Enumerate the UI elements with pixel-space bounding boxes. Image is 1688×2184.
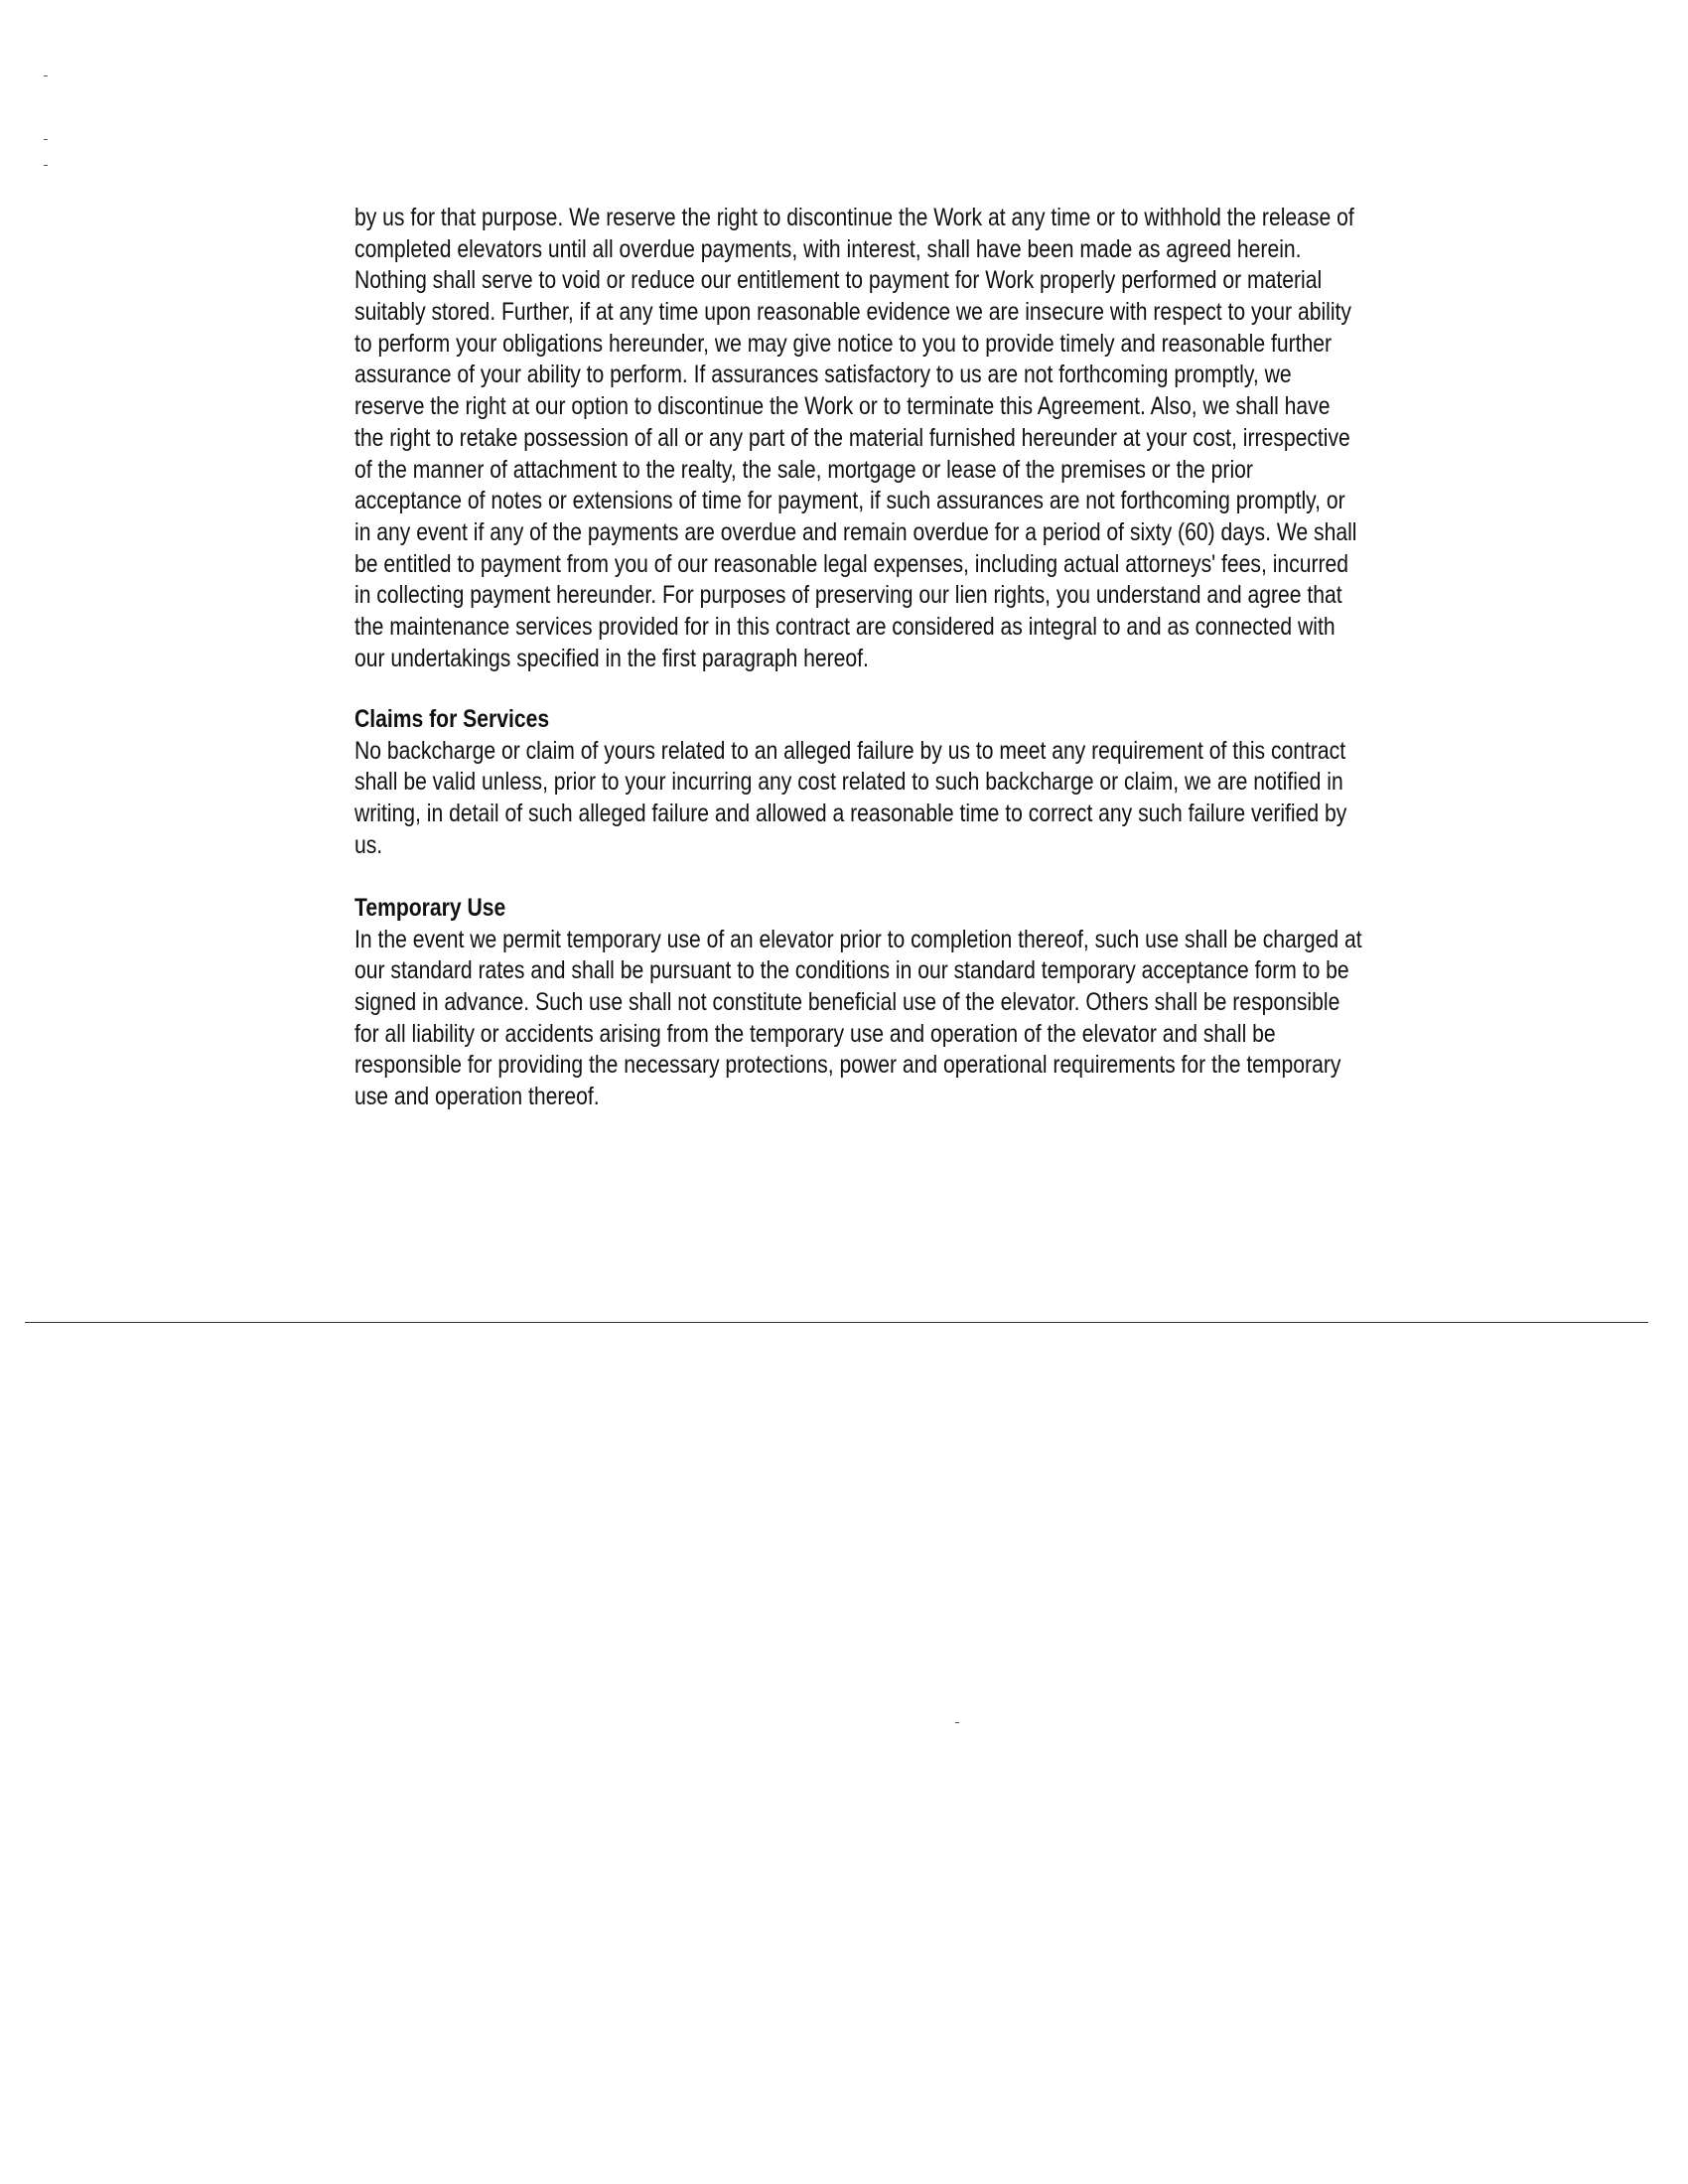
text-line: suitably stored. Further, if at any time upon reasonable evidence we are insecure with respect to your ability [354, 298, 1351, 327]
text-line: our undertakings specified in the first paragraph hereof. [354, 644, 869, 672]
scan-mark [955, 1722, 959, 1723]
text-line: use and operation thereof. [354, 1083, 600, 1111]
text-line: assurance of your ability to perform. If assurances satisfactory to us are not forthcoming promptly, we [354, 361, 1292, 389]
text-line: to perform your obligations hereunder, we may give notice to you to provide timely and reasonable further [354, 329, 1333, 358]
text-line: completed elevators until all overdue payments, with interest, shall have been made as agreed herein. [354, 234, 1302, 263]
text-line: No backcharge or claim of yours related to an alleged failure by us to meet any requirement of this contract [354, 736, 1346, 765]
text-line: acceptance of notes or extensions of time for payment, if such assurances are not forthcoming promptly, or [354, 487, 1345, 515]
section-heading: Temporary Use [354, 894, 506, 922]
text-line: writing, in detail of such alleged failure and allowed a reasonable time to correct any such failure verified by [354, 800, 1347, 828]
text-line: the right to retake possession of all or any part of the material furnished hereunder at your cost, irrespective [354, 423, 1350, 452]
text-line: the maintenance services provided for in this contract are considered as integral to and as connected with [354, 612, 1336, 641]
text-line: be entitled to payment from you of our reasonable legal expenses, including actual attorneys' fees, incurred [354, 549, 1349, 578]
scan-mark [44, 139, 48, 140]
text-line: by us for that purpose. We reserve the right to discontinue the Work at any time or to withhold the release of [354, 204, 1354, 231]
text-line: in collecting payment hereunder. For purposes of preserving our lien rights, you understand and agree that [354, 581, 1342, 610]
temporary-use-section [354, 893, 1547, 1113]
text-line: our standard rates and shall be pursuant to the conditions in our standard temporary acceptance form to be [354, 956, 1349, 985]
text-line: of the manner of attachment to the realty, the sale, mortgage or lease of the premises or the prior [354, 455, 1253, 484]
text-line: In the event we permit temporary use of an elevator prior to completion thereof, such use shall be charged at [354, 925, 1362, 953]
text-line: Nothing shall serve to void or reduce our entitlement to payment for Work properly performed or material [354, 266, 1323, 295]
scan-mark [44, 165, 48, 166]
section-heading: Claims for Services [354, 705, 550, 733]
claims-for-services-section [354, 704, 1529, 861]
text-line: responsible for providing the necessary protections, power and operational requirements for the temporary [354, 1051, 1341, 1080]
payment-terms-paragraph [354, 203, 1541, 674]
text-line: reserve the right at our option to discontinue the Work or to terminate this Agreement. Also, we shall have [354, 392, 1331, 421]
scan-mark [44, 75, 48, 76]
text-line: shall be valid unless, prior to your incurring any cost related to such backcharge or claim, we are notified in [354, 768, 1343, 797]
text-line: us. [354, 830, 383, 859]
text-line: for all liability or accidents arising from the temporary use and operation of the elevator and shall be [354, 1019, 1276, 1048]
text-line: in any event if any of the payments are overdue and remain overdue for a period of sixty (60) days. We shall [354, 517, 1357, 546]
text-line: signed in advance. Such use shall not constitute beneficial use of the elevator. Others shall be responsible [354, 988, 1340, 1017]
horizontal-divider [25, 1322, 1648, 1323]
